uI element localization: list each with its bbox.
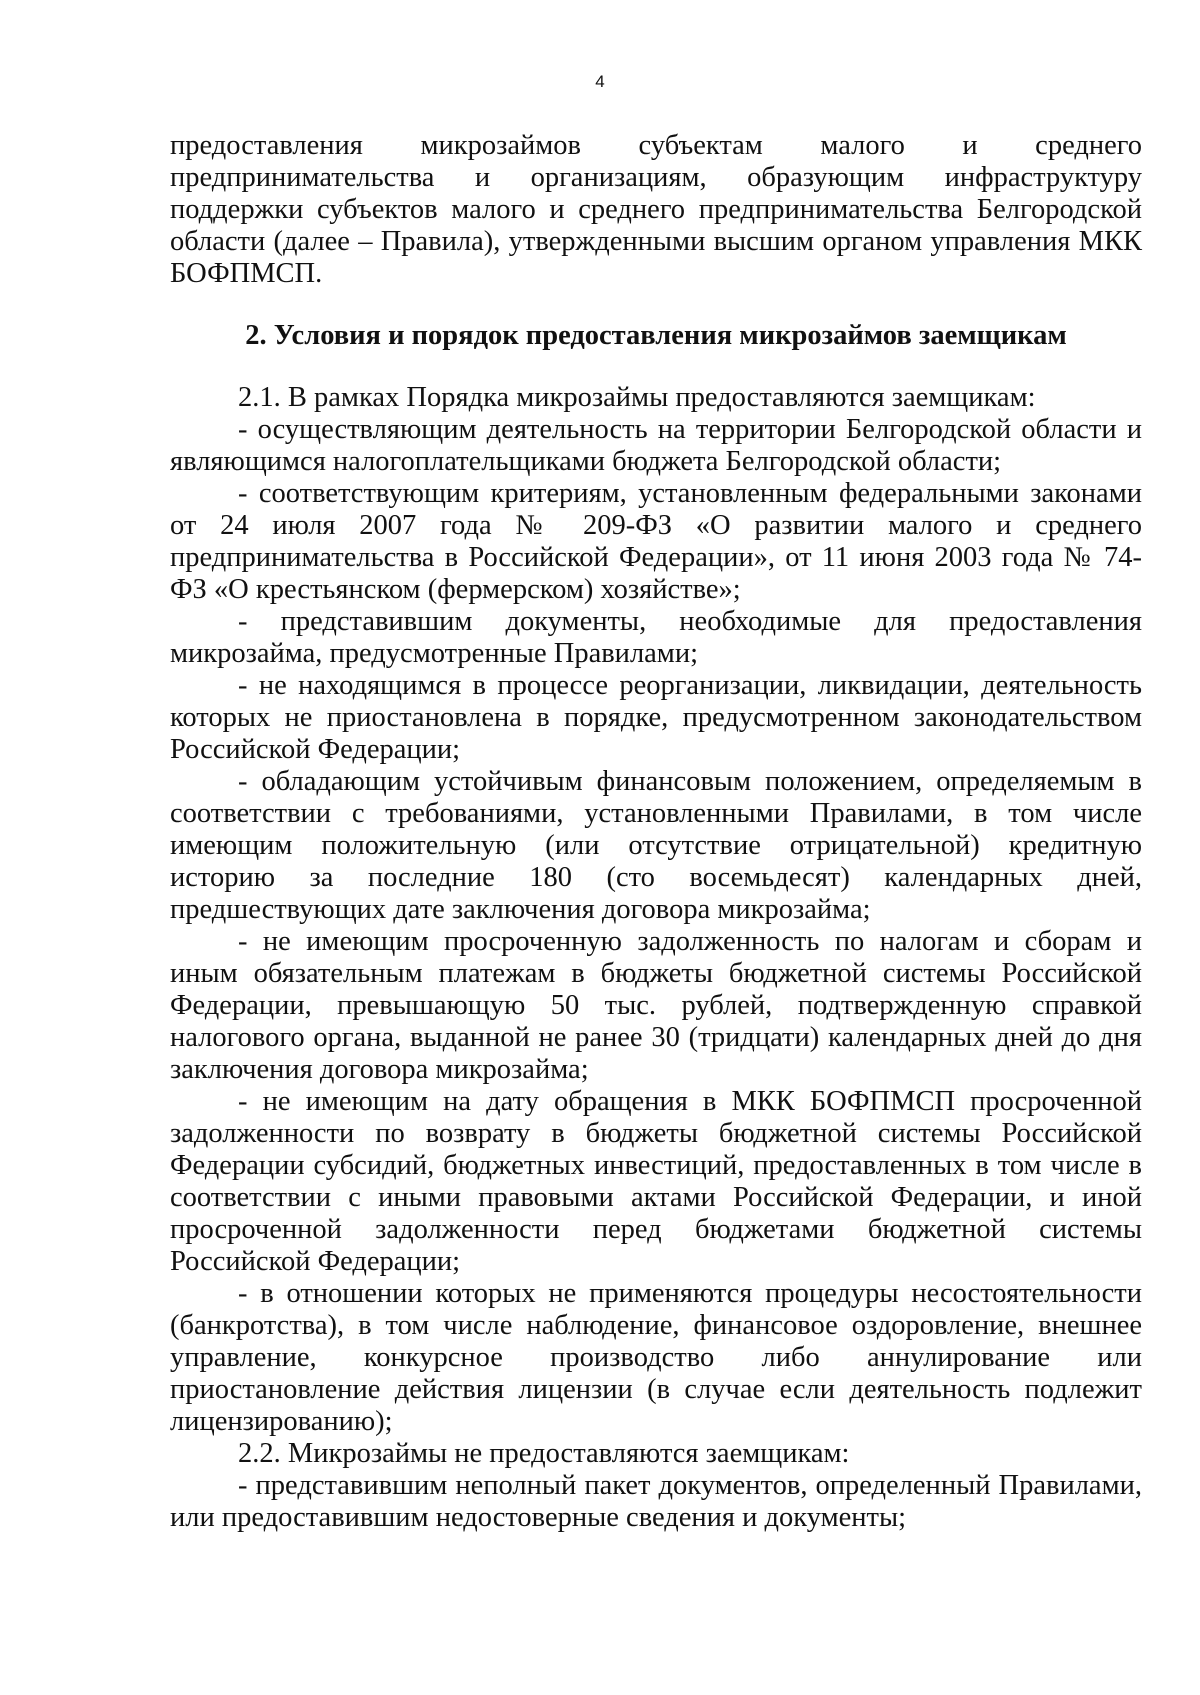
paragraph-2-1-a: - осуществляющим деятельность на территории Белгородской области и являющимся налогоплательщиками бюджета Белгородской области; bbox=[170, 414, 1142, 477]
paragraph-2-1-h: - в отношении которых не применяются процедуры несостоятельности (банкротства), в том числе наблюдение, финансовое оздоровление, внешнее управление, конкурсное производство либо аннулирование или приостановление действия лицензии (в случае если деятельность подлежит лицензированию); bbox=[170, 1278, 1142, 1437]
paragraph-2-2: 2.2. Микрозаймы не предоставляются заемщикам: bbox=[238, 1438, 850, 1469]
paragraph-2-1-g: - не имеющим на дату обращения в МКК БОФПМСП просроченной задолженности по возврату в бюджеты бюджетной системы Российской Федерации субсидий, бюджетных инвестиций, предоставленных в том числе в соответствии с иными правовыми актами Российской Федерации, и иной просроченной задолженности перед бюджетами бюджетной системы Российской Федерации; bbox=[170, 1086, 1142, 1277]
paragraph-2-1-d: - не находящимся в процессе реорганизации, ликвидации, деятельность которых не приостановлена в порядке, предусмотренном законодательством Российской Федерации; bbox=[170, 670, 1142, 765]
paragraph-2-2-a: - представившим неполный пакет документов, определенный Правилами, или предоставившим недостоверные сведения и документы; bbox=[170, 1470, 1142, 1533]
paragraph-2-1-f: - не имеющим просроченную задолженность по налогам и сборам и иным обязательным платежам в бюджеты бюджетной системы Российской Федерации, превышающую 50 тыс. рублей, подтвержденную справкой налогового органа, выданной не ранее 30 (тридцати) календарных дней до дня заключения договора микрозайма; bbox=[170, 926, 1142, 1085]
paragraph-2-1: 2.1. В рамках Порядка микрозаймы предоставляются заемщикам: bbox=[238, 382, 1036, 413]
paragraph-2-1-b: - соответствующим критериям, установленным федеральными законами от 24 июля 2007 года № 209-ФЗ «О развитии малого и среднего предпринимательства в Российской Федерации», от 11 июня 2003 года № 74-ФЗ «О крестьянском (фермерском) хозяйстве»; bbox=[170, 478, 1142, 605]
page-number: 4 bbox=[595, 72, 605, 91]
section-heading: 2. Условия и порядок предоставления микрозаймов заемщикам bbox=[245, 320, 1067, 351]
paragraph-2-1-e: - обладающим устойчивым финансовым положением, определяемым в соответствии с требованиями, установленными Правилами, в том числе имеющим положительную (или отсутствие отрицательной) кредитную историю за последние 180 (сто восемьдесят) календарных дней, предшествующих дате заключения договора микрозайма; bbox=[170, 766, 1142, 925]
document-body bbox=[170, 130, 1142, 1534]
paragraph-2-1-c: - представившим документы, необходимые для предоставления микрозайма, предусмотренные Правилами; bbox=[170, 606, 1142, 669]
paragraph-intro: предоставления микрозаймов субъектам малого и среднего предпринимательства и организациям, образующим инфраструктуру поддержки субъектов малого и среднего предпринимательства Белгородской области (далее – Правила), утвержденными высшим органом управления МКК БОФПМСП. bbox=[170, 130, 1142, 289]
